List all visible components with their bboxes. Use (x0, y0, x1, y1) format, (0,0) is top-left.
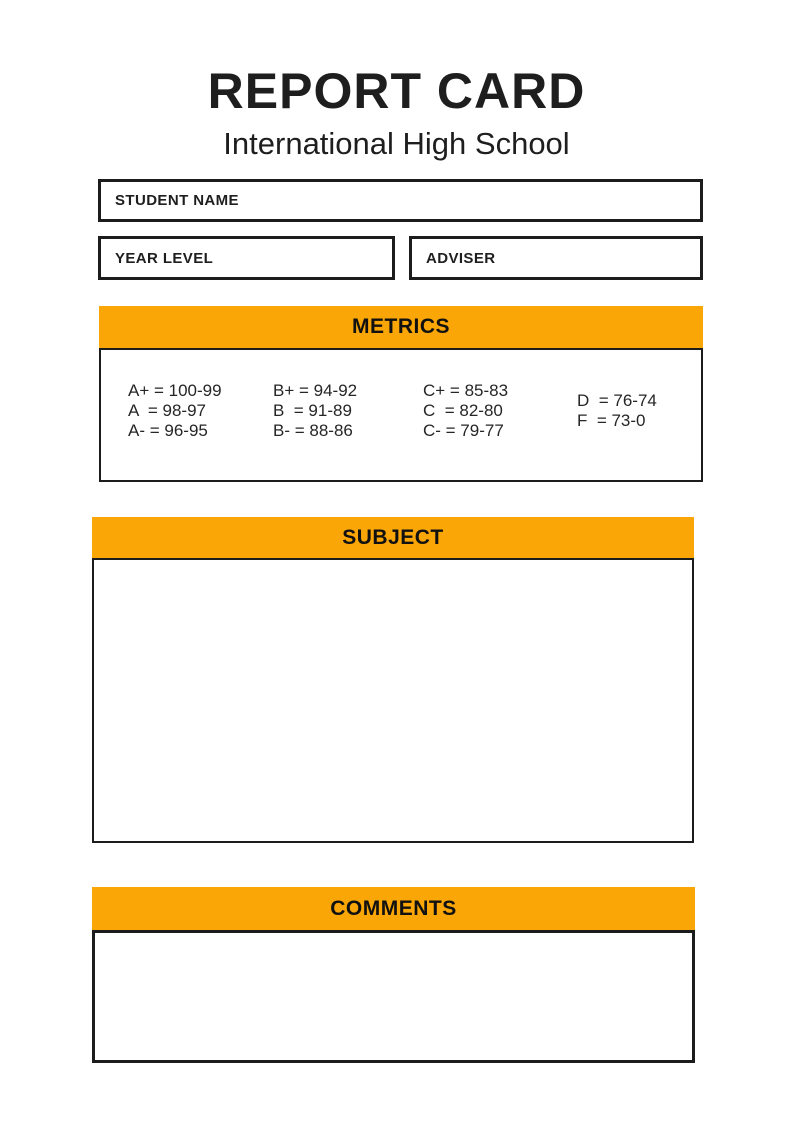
subject-body[interactable] (92, 558, 694, 843)
metrics-column-c (423, 381, 508, 441)
metrics-body (99, 348, 703, 482)
comments-section (92, 887, 695, 1063)
metric-row: C = 82-80 (423, 401, 503, 420)
student-name-field[interactable] (98, 179, 703, 222)
metrics-header: METRICS (99, 306, 703, 348)
year-level-field[interactable] (98, 236, 395, 280)
metric-row: A+ = 100-99 (128, 381, 222, 400)
metric-row: C+ = 85-83 (423, 381, 509, 400)
page-title: REPORT CARD (207, 63, 586, 119)
comments-body[interactable] (92, 930, 695, 1063)
adviser-field[interactable] (409, 236, 703, 280)
metrics-column-d (577, 391, 657, 431)
metric-row: C- = 79-77 (423, 421, 504, 440)
metric-row: A = 98-97 (128, 401, 206, 420)
metrics-section (99, 306, 703, 482)
metrics-column-a (128, 381, 222, 441)
year-level-label: YEAR LEVEL (115, 249, 214, 267)
subject-header: SUBJECT (92, 517, 694, 558)
metric-row: A- = 96-95 (128, 421, 208, 440)
subject-section (92, 517, 694, 843)
student-name-label: STUDENT NAME (115, 192, 239, 209)
metric-row: F = 73-0 (577, 411, 646, 430)
metric-row: D = 76-74 (577, 391, 657, 410)
metric-row: B- = 88-86 (273, 421, 353, 440)
comments-header: COMMENTS (92, 887, 695, 930)
adviser-label: ADVISER (426, 249, 496, 267)
metric-row: B+ = 94-92 (273, 381, 358, 400)
page-subtitle: International High School (223, 126, 570, 161)
metric-row: B = 91-89 (273, 401, 352, 420)
metrics-column-b (273, 381, 357, 441)
